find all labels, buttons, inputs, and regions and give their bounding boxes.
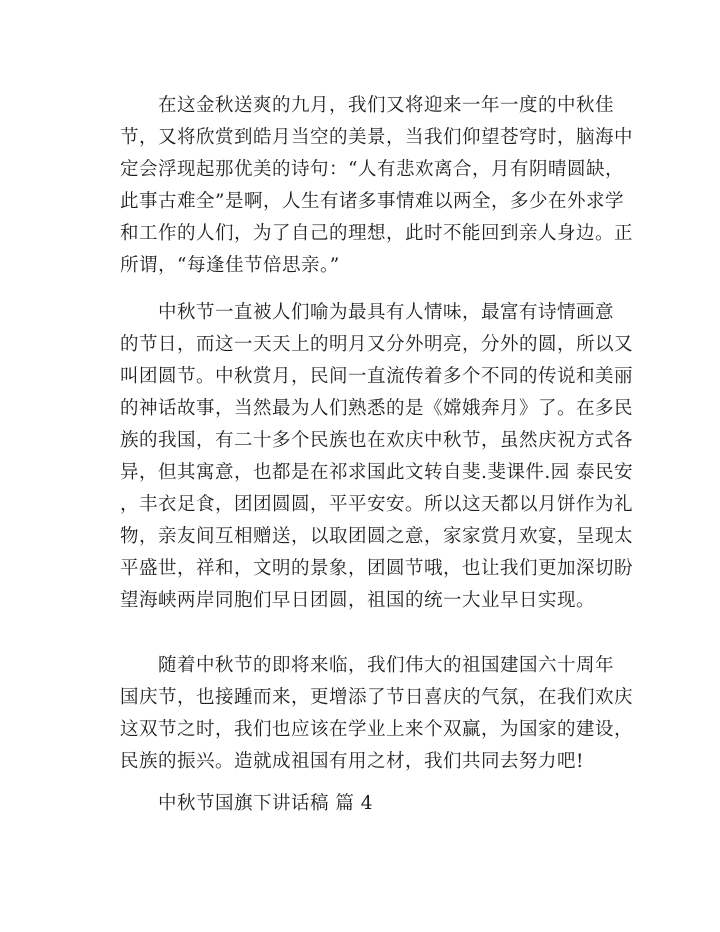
paragraph-3-line-3: 这双节之时，我们也应该在学业上来个双赢，为国家的建设，	[120, 719, 634, 740]
paragraph-2-line-6: 异，但其寓意，也都是在祁求国此文转自斐.斐课件.园 泰民安	[120, 462, 634, 483]
paragraph-1-line-4: 此事古难全”是啊，人生有诸多事情难以两全，多少在外求学	[120, 191, 624, 212]
paragraph-2-line-10: 望海峡两岸同胞们早日团圆，祖国的统一大业早日实现。	[120, 590, 596, 611]
paragraph-2-line-4: 的神话故事，当然最为人们熟悉的是《嫦娥奔月》了。在多民	[120, 398, 634, 419]
paragraph-2-line-3: 叫团圆节。中秋赏月，民间一直流传着多个不同的传说和美丽	[120, 366, 634, 387]
paragraph-3-line-1: 随着中秋节的即将来临，我们伟大的祖国建国六十周年	[120, 655, 615, 676]
paragraph-3-line-2: 国庆节，也接踵而来，更增添了节日喜庆的气氛，在我们欢庆	[120, 687, 634, 708]
paragraph-1-line-2: 节，又将欣赏到皓月当空的美景，当我们仰望苍穹时，脑海中	[120, 127, 634, 148]
paragraph-2-line-9: 平盛世，祥和，文明的景象，团圆节哦，也让我们更加深切盼	[120, 558, 634, 579]
paragraph-2-line-2: 的节日，而这一天天上的明月又分外明亮，分外的圆，所以又	[120, 334, 634, 355]
paragraph-1-line-5: 和工作的人们，为了自己的理想，此时不能回到亲人身边。正	[120, 223, 634, 244]
paragraph-3-line-4: 民族的振兴。造就成祖国有用之材，我们共同去努力吧!	[120, 751, 584, 772]
paragraph-1-line-3: 定会浮现起那优美的诗句：“人有悲欢离合，月有阴晴圆缺，	[120, 159, 624, 180]
paragraph-2-line-7: ，丰衣足食，团团圆圆，平平安安。所以这天都以月饼作为礼	[120, 494, 634, 515]
paragraph-2-line-1: 中秋节一直被人们喻为最具有人情味，最富有诗情画意	[120, 302, 615, 323]
paragraph-1-line-1: 在这金秋送爽的九月，我们又将迎来一年一度的中秋佳	[120, 95, 615, 116]
section-heading: 中秋节国旗下讲话稿 篇 4	[120, 793, 374, 814]
paragraph-2-line-5: 族的我国，有二十多个民族也在欢庆中秋节，虽然庆祝方式各	[120, 430, 634, 451]
paragraph-2-line-8: 物，亲友间互相赠送，以取团圆之意，家家赏月欢宴，呈现太	[120, 526, 634, 547]
paragraph-1-line-6: 所谓，“每逢佳节倍思亲。”	[120, 255, 340, 276]
